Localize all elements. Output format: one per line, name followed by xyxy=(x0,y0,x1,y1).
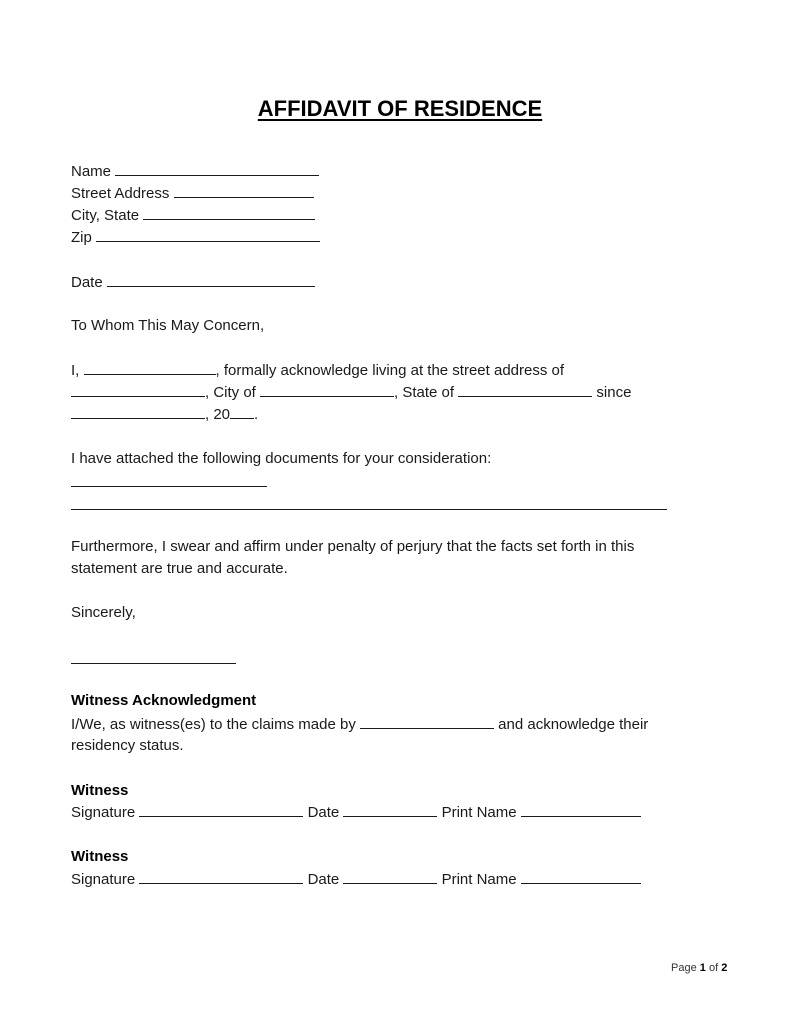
salutation: To Whom This May Concern, xyxy=(71,317,265,334)
street-label: Street Address xyxy=(71,185,170,202)
document-title: AFFIDAVIT OF RESIDENCE xyxy=(257,96,543,121)
statement-since: since xyxy=(596,384,632,401)
name-blank[interactable] xyxy=(115,160,319,176)
witness-2-date-blank[interactable] xyxy=(343,868,437,884)
witness-2-date-label: Date xyxy=(307,871,340,888)
date-label: Date xyxy=(71,274,103,291)
zip-field-row xyxy=(71,226,320,249)
statement-line-3 xyxy=(71,403,258,426)
witness-1-date-blank[interactable] xyxy=(343,801,437,817)
street-address-blank[interactable] xyxy=(71,381,205,397)
witness-ack-line-1 xyxy=(71,713,648,736)
witness-2-signature-label: Signature xyxy=(71,871,136,888)
claimant-name-blank[interactable] xyxy=(360,713,494,729)
street-field-row xyxy=(71,182,314,205)
page-total: 2 xyxy=(721,962,728,974)
witness-2-signature-blank[interactable] xyxy=(139,868,303,884)
document-line-1[interactable] xyxy=(71,486,267,487)
declarant-name-blank[interactable] xyxy=(84,359,216,375)
witness-1-row xyxy=(71,801,641,824)
state-blank[interactable] xyxy=(458,381,592,397)
statement-line-1 xyxy=(71,359,564,382)
witness-2-row xyxy=(71,868,641,891)
zip-label: Zip xyxy=(71,229,92,246)
zip-blank[interactable] xyxy=(96,226,320,242)
date-blank[interactable] xyxy=(107,271,315,287)
witness-ack-prefix: I/We, as witness(es) to the claims made by xyxy=(71,716,356,733)
attached-documents-text: I have attached the following documents for your consideration: xyxy=(71,450,492,467)
name-label: Name xyxy=(71,163,112,180)
city-state-label: City, State xyxy=(71,207,140,224)
street-blank[interactable] xyxy=(174,182,314,198)
page-of-word: of xyxy=(708,962,719,974)
since-date-blank[interactable] xyxy=(71,403,205,419)
city-state-field-row xyxy=(71,204,315,227)
witness-2-print-name-label: Print Name xyxy=(441,871,517,888)
year-blank[interactable] xyxy=(230,403,254,419)
witness-1-heading: Witness xyxy=(71,782,129,799)
witness-1-print-name-label: Print Name xyxy=(441,804,517,821)
witness-1-signature-blank[interactable] xyxy=(139,801,303,817)
statement-i: I, xyxy=(71,362,80,379)
statement-acknowledge: , formally acknowledge living at the street address of xyxy=(215,362,565,379)
closing-text: Sincerely, xyxy=(71,604,136,621)
document-line-2[interactable] xyxy=(71,509,667,510)
city-state-blank[interactable] xyxy=(143,204,315,220)
signature-line[interactable] xyxy=(71,663,236,664)
page-number xyxy=(671,962,727,974)
witness-2-print-name-blank[interactable] xyxy=(521,868,641,884)
witness-ack-suffix: and acknowledge their xyxy=(498,716,649,733)
name-field-row xyxy=(71,160,319,183)
statement-line-2 xyxy=(71,381,631,404)
statement-city-of: , City of xyxy=(205,384,256,401)
witness-1-signature-label: Signature xyxy=(71,804,136,821)
page-word: Page xyxy=(671,962,697,974)
date-field-row xyxy=(71,271,315,294)
witness-ack-heading: Witness Acknowledgment xyxy=(71,692,257,709)
witness-2-heading: Witness xyxy=(71,848,129,865)
witness-ack-line-2: residency status. xyxy=(71,737,184,754)
statement-state-of: , State of xyxy=(394,384,455,401)
statement-year-suffix: . xyxy=(254,406,259,423)
affirm-line-1: Furthermore, I swear and affirm under penalty of perjury that the facts set forth in this xyxy=(71,538,635,555)
witness-1-print-name-blank[interactable] xyxy=(521,801,641,817)
page-current: 1 xyxy=(699,962,706,974)
witness-1-date-label: Date xyxy=(307,804,340,821)
statement-year-prefix: , 20 xyxy=(205,406,231,423)
affirm-line-2: statement are true and accurate. xyxy=(71,560,288,577)
city-blank[interactable] xyxy=(260,381,394,397)
